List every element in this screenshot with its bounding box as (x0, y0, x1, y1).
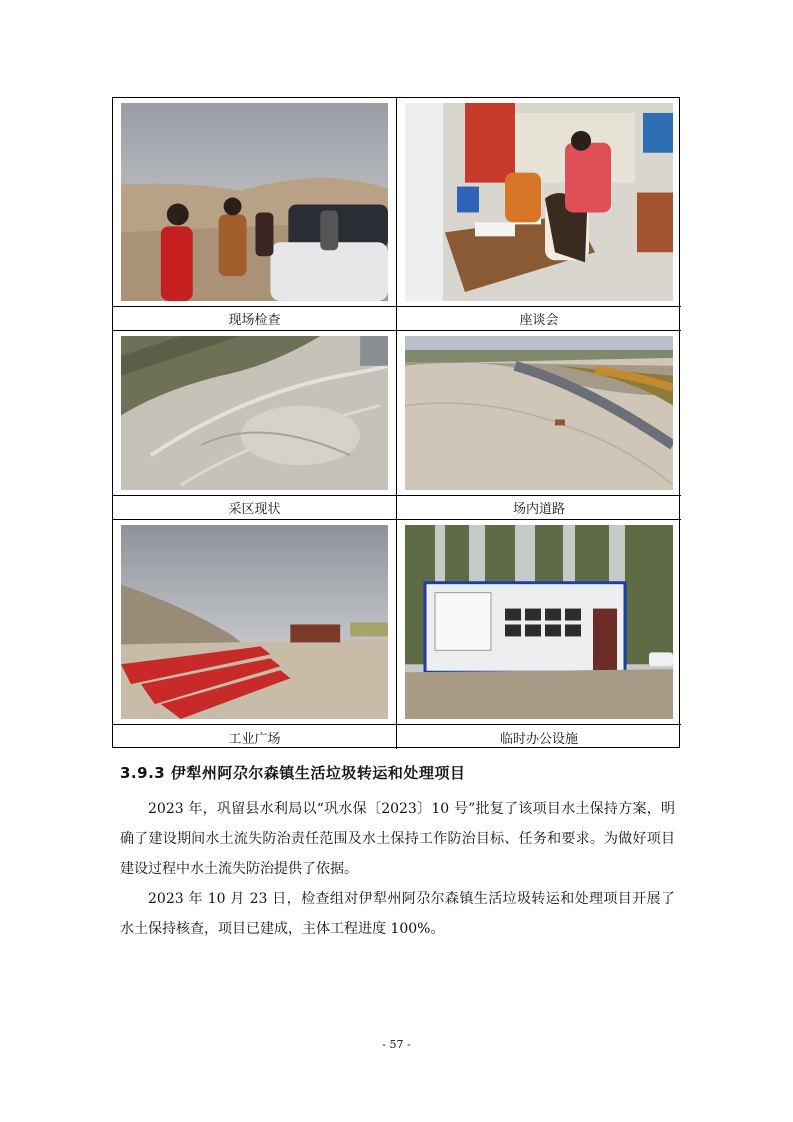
paragraph-inspection: 2023 年 10 月 23 日，检查组对伊犁州阿尕尔森镇生活垃圾转运和处理项目开展了水土保持核查，项目已建成，主体工程进度 100%。 (120, 891, 675, 937)
photo-internal-road (397, 331, 681, 496)
page-number: - 57 - (382, 1038, 411, 1051)
section-heading: 3.9.3 伊犁州阿尕尔森镇生活垃圾转运和处理项目 (120, 764, 466, 782)
caption-internal-road: 场内道路 (397, 496, 681, 520)
caption-site-inspection: 现场检查 (113, 307, 397, 331)
photo-industrial-yard (113, 520, 397, 725)
caption-industrial-yard: 工业广场 (113, 725, 397, 749)
photo-site-inspection (113, 98, 397, 307)
caption-mining-area: 采区现状 (113, 496, 397, 520)
caption-meeting: 座谈会 (397, 307, 681, 331)
caption-temporary-office: 临时办公设施 (499, 731, 578, 747)
photo-meeting (397, 98, 681, 307)
photo-temporary-office (397, 520, 681, 725)
photo-table (112, 97, 680, 748)
photo-mining-area (113, 331, 397, 496)
paragraph-approval: 2023 年，巩留县水利局以“巩水保〔2023〕10 号”批复了该项目水土保持方案，明确了建设期间水土流失防治责任范围及水土保持工作防治目标、任务和要求。为做好项目建设过程中水土流失防治提供了依据。 (120, 801, 675, 877)
